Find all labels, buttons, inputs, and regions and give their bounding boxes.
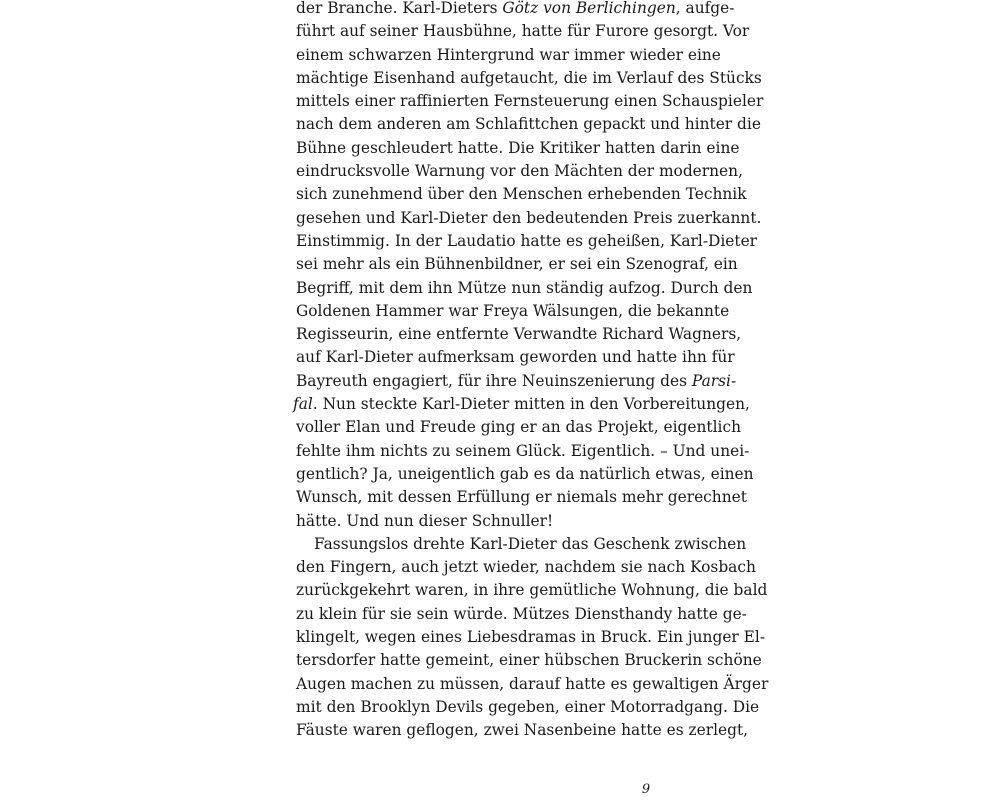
text-line: zurückgekehrt waren, in ihre gemütliche Wohnung, die bald (296, 581, 768, 600)
text-line: zu klein für sie sein würde. Mützes Diensthandy hatte ge- (296, 604, 747, 623)
text-line: fehlte ihm nichts zu seinem Glück. Eigentlich. – Und unei- (296, 441, 750, 460)
text-line: auf Karl-Dieter aufmerksam geworden und hatte ihn für (296, 348, 735, 367)
text-line: Goldenen Hammer war Freya Wälsungen, die bekannte (296, 301, 730, 320)
text-line: mit den Brooklyn Devils gegeben, einer Motorradgang. Die (296, 697, 760, 716)
text-line: voller Elan und Freude ging er an das Projekt, eigentlich (296, 418, 741, 437)
text-line: Bühne geschleudert hatte. Die Kritiker hatten darin eine (296, 138, 740, 157)
text-line: klingelt, wegen eines Liebesdramas in Bruck. Ein junger El- (296, 628, 766, 647)
text-line: Fäuste waren geflogen, zwei Nasenbeine hatte es zerlegt, (296, 721, 749, 740)
text-line: Regisseurin, eine entfernte Verwandte Richard Wagners, (296, 325, 742, 344)
text-line: sei mehr als ein Bühnenbildner, er sei ein Szenograf, ein (296, 255, 738, 274)
paragraph-end-line: hätte. Und nun dieser Schnuller! (296, 511, 554, 530)
paragraph-start-line: Fassungslos drehte Karl-Dieter das Geschenk zwischen (314, 534, 747, 553)
page-number: 9 (641, 782, 651, 797)
body-text (293, 0, 769, 743)
text-line: der Branche. Karl-Dieters Götz von Berlichingen, aufge- (296, 0, 735, 17)
text-line: Augen machen zu müssen, darauf hatte es gewaltigen Ärger (296, 674, 769, 693)
text-line: Bayreuth engagiert, für ihre Neuinszenierung des Parsi- (296, 371, 737, 390)
text-line: fal. Nun steckte Karl-Dieter mitten in den Vorbereitungen, (293, 395, 750, 414)
text-line: mächtige Eisenhand aufgetaucht, die im Verlauf des Stücks (296, 68, 762, 87)
text-line: eindrucksvolle Warnung vor den Mächten der modernen, (296, 162, 743, 181)
text-line: Einstimmig. In der Laudatio hatte es geheißen, Karl-Dieter (296, 231, 758, 250)
text-line: nach dem anderen am Schlafittchen gepackt und hinter die (296, 115, 761, 134)
text-line: sich zunehmend über den Menschen erhebenden Technik (296, 185, 747, 204)
text-line: Begriff, mit dem ihn Mütze nun ständig aufzog. Durch den (296, 278, 753, 297)
text-line: tersdorfer hatte gemeint, einer hübschen Bruckerin schöne (296, 651, 762, 670)
text-line: mittels einer raffinierten Fernsteuerung einen Schauspieler (296, 92, 764, 111)
text-line: gentlich? Ja, uneigentlich gab es da natürlich etwas, einen (296, 464, 754, 483)
text-line: Wunsch, mit dessen Erfüllung er niemals mehr gerechnet (296, 488, 747, 507)
text-line: einem schwarzen Hintergrund war immer wieder eine (296, 45, 721, 64)
text-line: führt auf seiner Hausbühne, hatte für Furore gesorgt. Vor (296, 22, 750, 41)
text-line: gesehen und Karl-Dieter den bedeutenden Preis zuerkannt. (296, 208, 762, 227)
text-line: den Fingern, auch jetzt wieder, nachdem sie nach Kosbach (296, 558, 756, 577)
